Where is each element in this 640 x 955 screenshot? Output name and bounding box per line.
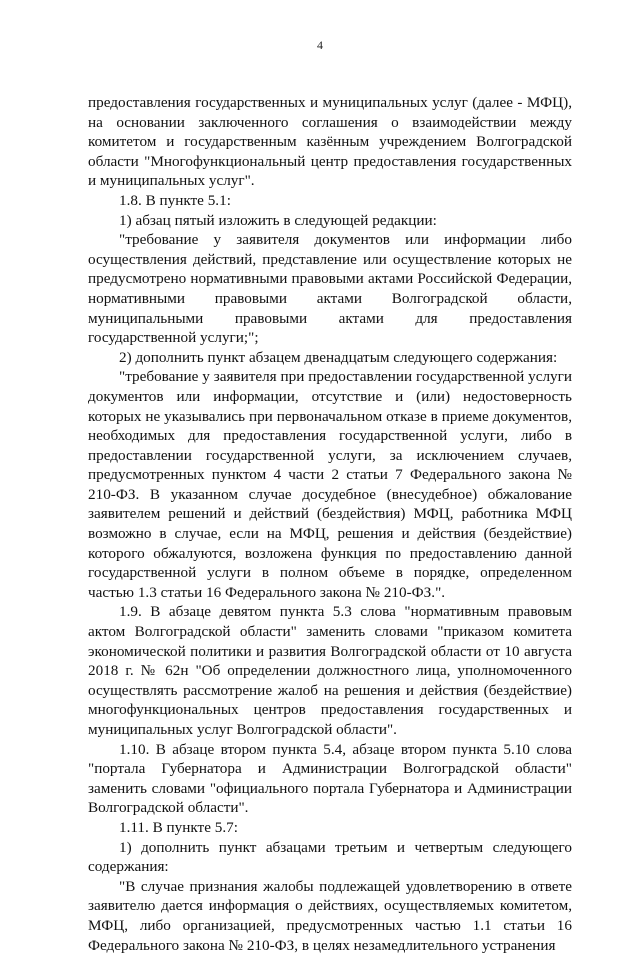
paragraph-item-1-9: 1.9. В абзаце девятом пункта 5.3 слова "нормативным правовым актом Волгоградской области" заменить словами "приказом комитета экономической политики и развития Волгоградской области от 10 августа 2018 г. № 62н "Об определении должностного лица, уполномоченного осуществлять рассмотрение жалоб на решения и действия (бездействие) многофункциональных центров предоставления государственных и муниципальных услуг Волгоградской области".	[88, 603, 572, 738]
paragraph-item-1-10: 1.10. В абзаце втором пункта 5.4, абзаце втором пункта 5.10 слова "портала Губернатора и Администрации Волгоградской области" заменить словами "официального портала Губернатора и Администрации Волгоградской области".	[88, 740, 572, 817]
paragraph-quote-requirement: "требование у заявителя документов или информации либо осуществления действий, представление или осуществление которых не предусмотрено нормативными правовыми актами Российской Федерации, нормативными правовыми актами Волгоградской области, муниципальными правовыми актами для предоставления государственной услуги;";	[88, 231, 572, 347]
document-body	[88, 93, 572, 955]
paragraph-item-1-11: 1.11. В пункте 5.7:	[119, 818, 238, 836]
paragraph-subitem-1: 1) абзац пятый изложить в следующей редакции:	[119, 211, 437, 229]
paragraph-subitem-2: 2) дополнить пункт абзацем двенадцатым следующего содержания:	[119, 348, 558, 366]
paragraph-item-1-8: 1.8. В пункте 5.1:	[119, 191, 231, 209]
paragraph-quote-requirement-2: "требование у заявителя при предоставлении государственной услуги документов или информации, отсутствие и (или) недостоверность которых не указывались при первоначальном отказе в приеме документов, необходимых для предоставления государственной услуги, либо в предоставлении государственной услуги, за исключением случаев, предусмотренных пунктом 4 части 2 статьи 7 Федерального закона № 210-ФЗ. В указанном случае досудебное (внесудебное) обжалование заявителем решений и действий (бездействия) МФЦ, работника МФЦ возможно в случае, если на МФЦ, решения и действия (бездействие) которого обжалуются, возложена функция по предоставлению данной государственной услуги в полном объеме в порядке, определенном частью 1.3 статьи 16 Федерального закона № 210-ФЗ.".	[88, 368, 572, 601]
paragraph-subitem-1-b: 1) дополнить пункт абзацами третьим и четвертым следующего содержания:	[88, 838, 572, 876]
paragraph-quote-complaint: "В случае признания жалобы подлежащей удовлетворению в ответе заявителю дается информация о действиях, осуществляемых комитетом, МФЦ, либо организацией, предусмотренных частью 1.1 статьи 16 Федерального закона № 210-ФЗ, в целях незамедлительного устранения	[88, 877, 572, 954]
page-number: 4	[317, 38, 323, 52]
paragraph-continuation: предоставления государственных и муниципальных услуг (далее - МФЦ), на основании заключенного соглашения о взаимодействии между комитетом и государственным казённым учреждением Волгоградской области "Многофункциональный центр предоставления государственных и муниципальных услуг".	[88, 94, 572, 190]
